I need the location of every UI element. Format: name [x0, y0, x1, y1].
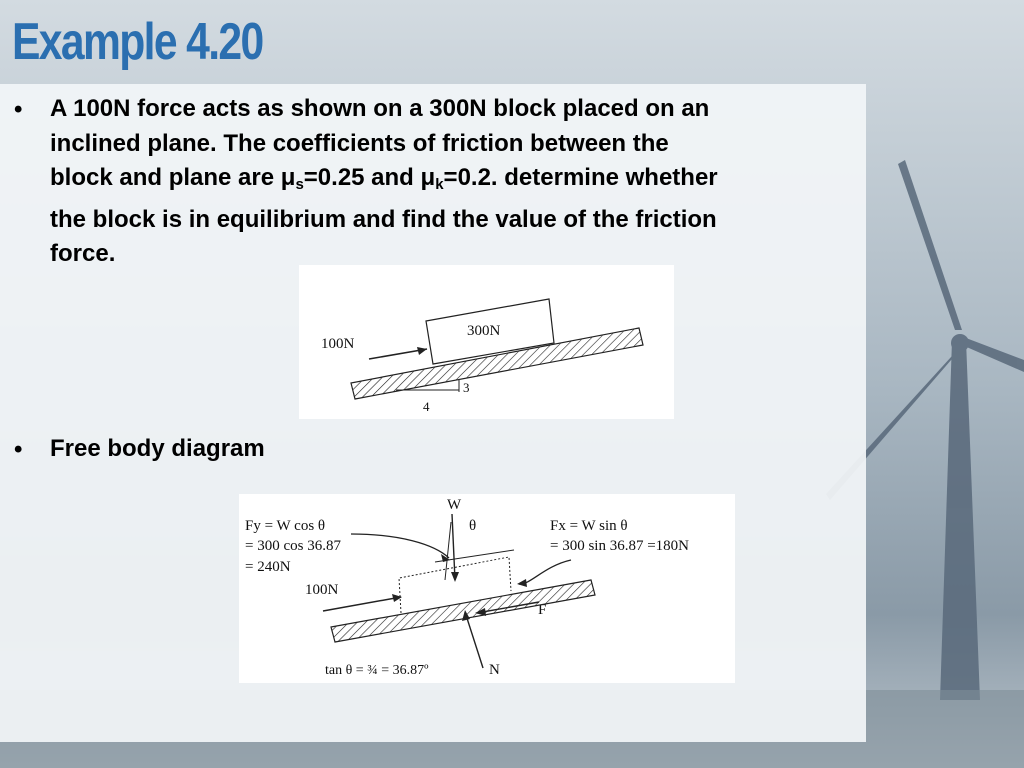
theta-label: θ [469, 518, 477, 534]
problem-text: =0.25 and μ [303, 164, 436, 191]
problem-line: inclined plane. The coefficients of friction between the [50, 129, 669, 157]
arrowhead-icon [451, 572, 459, 582]
fy-formula-line: = 300 cos 36.87 [245, 538, 341, 554]
mu-k-subscript: k [435, 176, 444, 193]
problem-text: =0.2. determine whether [443, 164, 718, 191]
fy-formula-line: Fy = W cos θ [245, 518, 326, 534]
theta-reference-line [445, 522, 451, 580]
bullet-marker: • [14, 96, 23, 123]
problem-line: A 100N force acts as shown on a 300N block placed on an [50, 95, 710, 122]
run-label: 4 [423, 399, 430, 414]
weight-label: W [447, 497, 462, 513]
weight-arrow [452, 514, 455, 580]
problem-text: block and plane are μ [50, 164, 296, 191]
force-label: 100N [321, 336, 355, 352]
fx-formula-line: = 300 sin 36.87 =180N [550, 538, 690, 554]
bullet-marker: • [14, 436, 23, 463]
fy-formula-line: = 240N [245, 559, 291, 575]
problem-statement [50, 92, 718, 272]
normal-force-arrow [465, 612, 483, 668]
friction-label: F [538, 602, 547, 618]
problem-line [50, 161, 718, 203]
block-label: 300N [467, 323, 501, 339]
free-body-diagram [239, 494, 735, 683]
incline-figure [299, 265, 674, 419]
problem-line: the block is in equilibrium and find the value of the friction [50, 205, 717, 233]
applied-force-arrow [323, 597, 401, 611]
fx-formula-line: Fx = W sin θ [550, 518, 628, 534]
arrowhead-icon [517, 579, 527, 587]
incline-diagram [299, 265, 674, 419]
fbd-heading: Free body diagram [50, 435, 265, 462]
fy-pointer-arrow [351, 534, 449, 558]
arrowhead-icon [417, 347, 427, 355]
free-body-figure [239, 494, 735, 683]
applied-force-label: 100N [305, 582, 339, 598]
slide-title: Example 4.20 [12, 13, 263, 71]
normal-force-label: N [489, 662, 500, 678]
tan-theta-label: tan θ = ¾ = 36.87º [325, 663, 429, 678]
rise-label: 3 [463, 380, 470, 395]
mu-s-subscript: s [295, 176, 304, 193]
problem-line: force. [50, 240, 116, 267]
inclined-plane [331, 580, 595, 642]
fx-pointer-arrow [519, 560, 571, 584]
